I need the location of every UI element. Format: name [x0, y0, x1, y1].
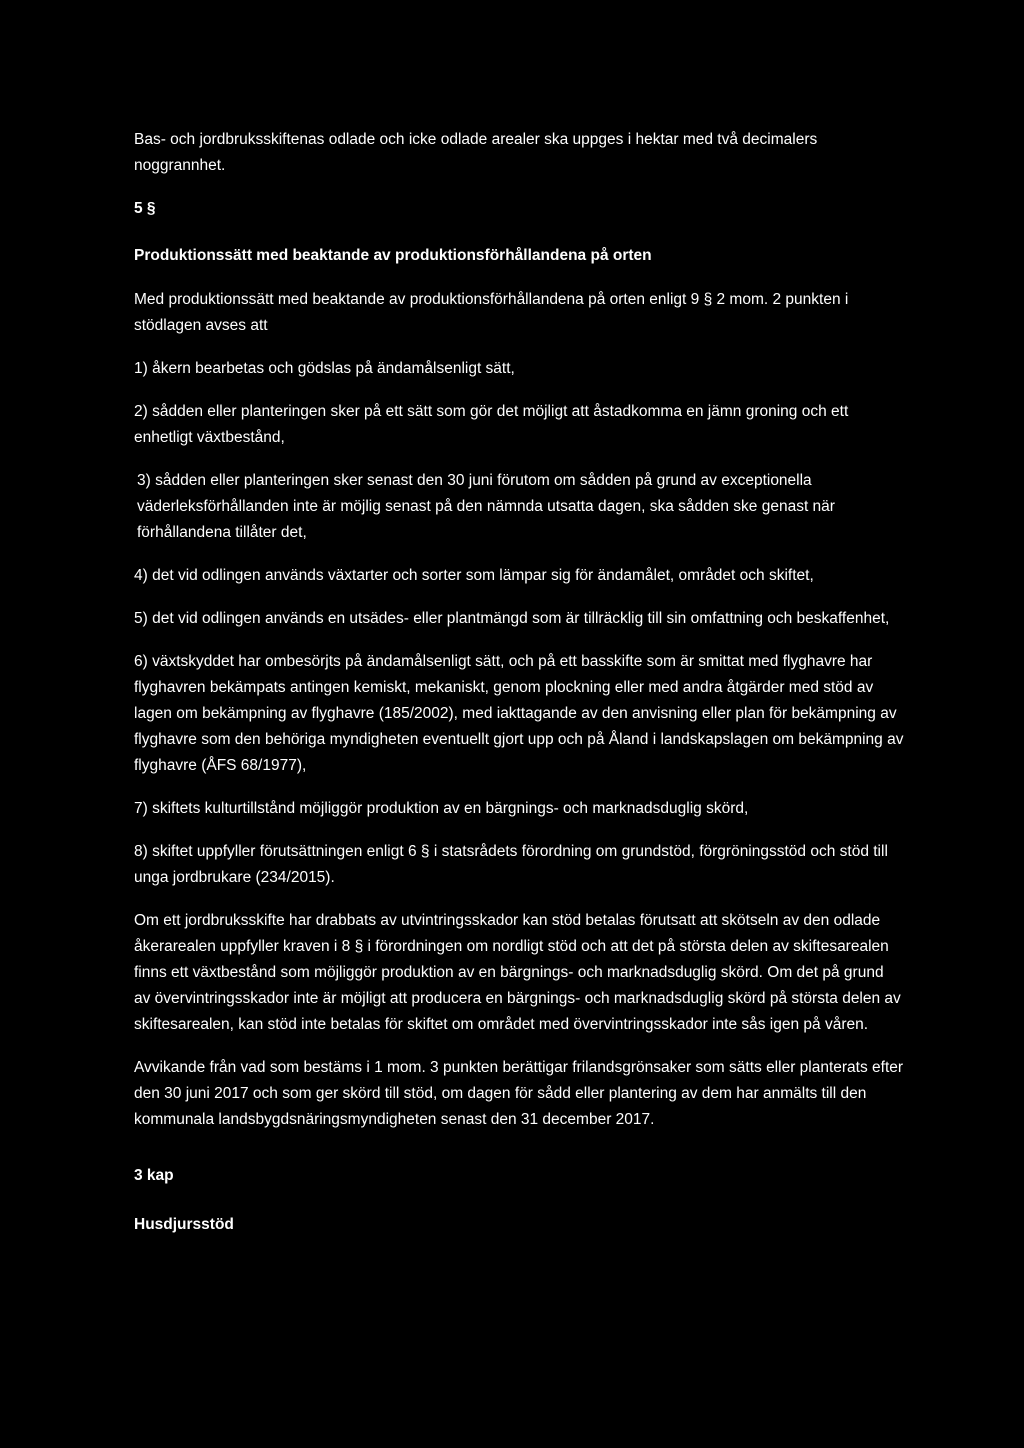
document-page	[134, 127, 904, 1255]
list-item-8: 8) skiftet uppfyller förutsättningen enligt 6 § i statsrådets förordning om grundstöd, förgröningsstöd och stöd till unga jordbrukare (234/2015).	[134, 843, 888, 886]
winter-damage-paragraph: Om ett jordbruksskifte har drabbats av utvintringsskador kan stöd betalas förutsatt att skötseln av den odlade åkerarealen uppfyller kraven i 8 § i förordningen om nordligt stöd och att det på största delen av skiftesarealen finns ett växtbestånd som möjliggör produktion av en bärgnings- och marknadsduglig skörd. Om det på grund av övervintringsskador inte är möjligt att producera en bärgnings- och marknadsduglig skörd på största delen av skiftesarealen, kan stöd inte betalas för skiftet om området med övervintringsskador inte sås igen på våren.	[134, 912, 901, 1033]
list-item-6: 6) växtskyddet har ombesörjts på ändamålsenligt sätt, och på ett basskifte som är smittat med flyghavre har flyghavren bekämpats antingen kemiskt, mekaniskt, genom plockning eller med andra åtgärder med stöd av lagen om bekämpning av flyghavre (185/2002), med iakttagande av den anvisning eller plan för bekämpning av flyghavre som den behöriga myndigheten eventuellt gjort upp och på Åland i landskapslagen om bekämpning av flyghavre (ÅFS 68/1977),	[134, 653, 904, 774]
list-item-3: 3) sådden eller planteringen sker senast den 30 juni förutom om sådden på grund av exceptionella väderleksförhållanden inte är möjlig senast på den nämnda utsatta dagen, ska sådden ske genast när förhållandena tillåter det,	[137, 472, 835, 541]
lead-paragraph: Med produktionssätt med beaktande av produktionsförhållandena på orten enligt 9 § 2 mom. 2 punkten i stödlagen avses att	[134, 291, 849, 334]
chapter-heading: 3 kap	[134, 1167, 174, 1184]
intro-paragraph: Bas- och jordbruksskiftenas odlade och icke odlade arealer ska uppges i hektar med två decimalers noggrannhet.	[134, 131, 818, 174]
section-number: 5 §	[134, 200, 156, 217]
deviation-paragraph: Avvikande från vad som bestäms i 1 mom. 3 punkten berättigar frilandsgrönsaker som sätts eller planterats efter den 30 juni 2017 och som ger skörd till stöd, om dagen för sådd eller plantering av dem har anmälts till den kommunala landsbygdsnäringsmyndigheten senast den 31 december 2017.	[134, 1059, 904, 1128]
list-item-4: 4) det vid odlingen används växtarter och sorter som lämpar sig för ändamålet, området och skiftet,	[134, 567, 814, 584]
list-item-7: 7) skiftets kulturtillstånd möjliggör produktion av en bärgnings- och marknadsduglig skörd,	[134, 800, 749, 817]
list-item-1: 1) åkern bearbetas och gödslas på ändamålsenligt sätt,	[134, 360, 515, 377]
section-title: Produktionssätt med beaktande av produktionsförhållandena på orten	[134, 247, 652, 264]
list-item-2: 2) sådden eller planteringen sker på ett sätt som gör det möjligt att åstadkomma en jämn groning och ett enhetligt växtbestånd,	[134, 403, 849, 446]
chapter-title: Husdjursstöd	[134, 1216, 234, 1233]
list-item-5: 5) det vid odlingen används en utsädes- eller plantmängd som är tillräcklig till sin omfattning och beskaffenhet,	[134, 610, 890, 627]
